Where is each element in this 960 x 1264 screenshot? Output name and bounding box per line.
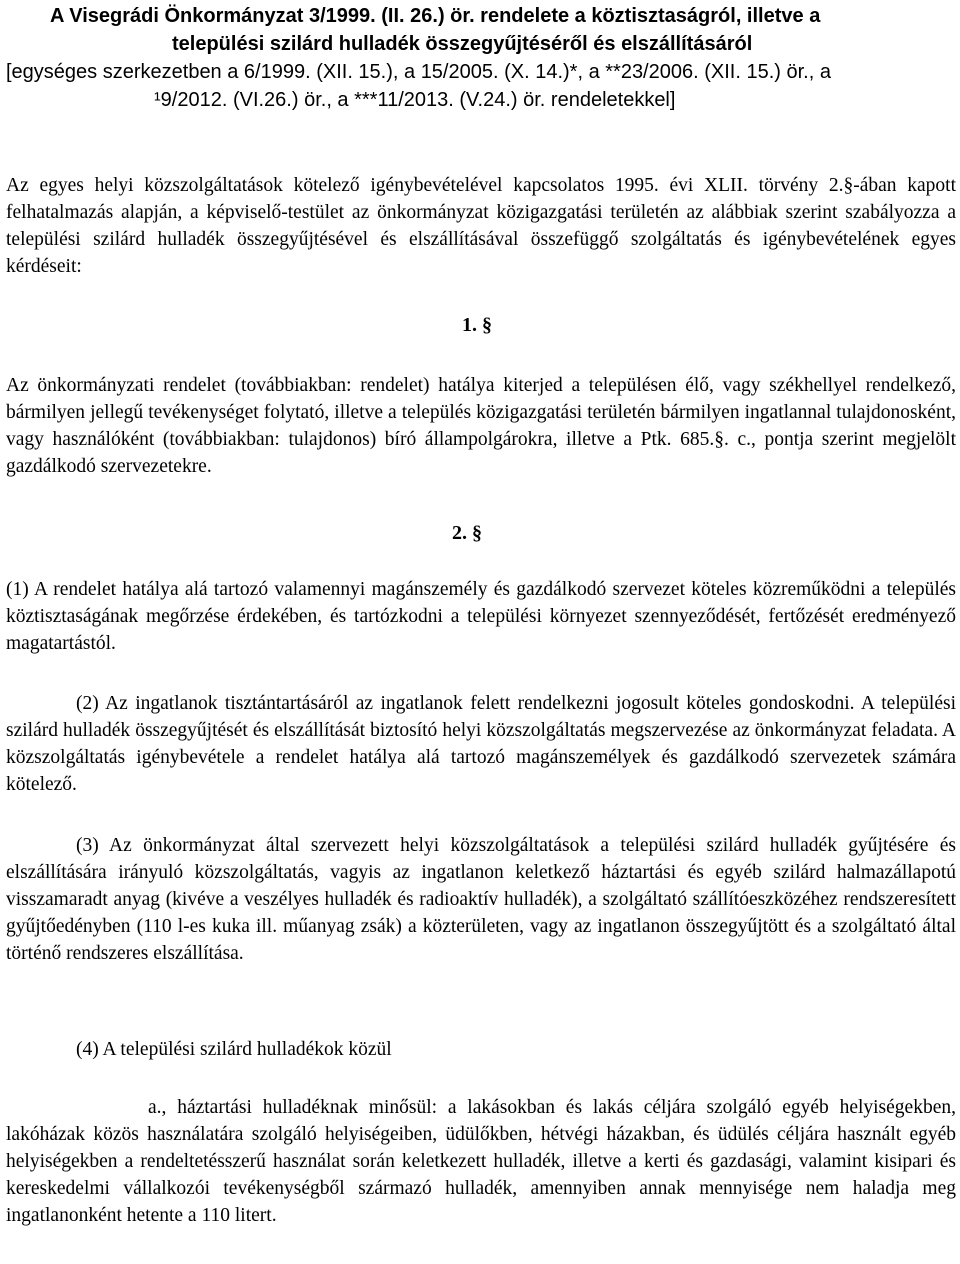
preamble-paragraph: Az egyes helyi közszolgáltatások kötelező igénybevételével kapcsolatos 1995. évi XLII. törvény 2.§-ában kapott felhatalmazás alapján, a képviselő-testület az önkormányzat közigazgatási területén az alábbiak szerint szabályozza a települési szilárd hulladék összegyűjtésével és elszállításával összefüggő szolgáltatás és igénybevételének egyes kérdéseit: xyxy=(6,175,956,277)
preamble-block xyxy=(6,172,956,280)
document-title xyxy=(6,2,956,114)
section-2-paragraph-3: (3) Az önkormányzat által szervezett helyi közszolgáltatások a települési szilárd hulladék gyűjtésére és elszállítására irányuló közszolgáltatás, vagyis az ingatlanon keletkező háztartási és egyéb szilárd halmazállapotú visszamaradt anyag (kivéve a veszélyes hulladék és radioaktív hulladék), a szolgáltató szállítóeszközéhez rendszeresített gyűjtőedényben (110 l-es kuka ill. műanyag zsák) a közterületen, vagy az ingatlanon összegyűjtött és a szolgáltató által történő rendszeres elszállítása. xyxy=(6,835,956,964)
section-2-p1-block xyxy=(6,576,956,657)
section-1-paragraph: Az önkormányzati rendelet (továbbiakban: rendelet) hatálya kiterjed a településen élő, vagy székhellyel rendelkező, bármilyen jellegű tevékenységet folytató, illetve a település közigazgatási területén bármilyen ingatlannal tulajdonosként, vagy használóként (továbbiakban: tulajdonos) bíró állampolgárokra, illetve a Ptk. 685.§. c., pontja szerint megjelölt gazdálkodó szervezetekre. xyxy=(6,375,956,477)
section-2-paragraph-2: (2) Az ingatlanok tisztántartásáról az ingatlanok felett rendelkezni jogosult köteles gondoskodni. A települési szilárd hulladék összegyűjtését és elszállítását biztosító helyi közszolgáltatás megszervezése az önkormányzat feladata. A közszolgáltatás igénybevétele a rendelet hatálya alá tartozó magánszemélyek és gazdálkodó szervezetek számára kötelező. xyxy=(6,693,956,795)
section-2-paragraph-4: (4) A települési szilárd hulladékok közül xyxy=(76,1039,392,1060)
section-1-block xyxy=(6,372,956,480)
title-line-2: települési szilárd hulladék összegyűjtéséről és elszállításáról xyxy=(172,33,753,55)
section-2-p2-block xyxy=(6,690,956,798)
section-2-heading: 2. § xyxy=(452,522,482,544)
section-2-p4a-block xyxy=(6,1094,956,1229)
title-line-4: ¹9/2012. (VI.26.) ör., a ***11/2013. (V.24.) ör. rendeletekkel] xyxy=(154,89,676,111)
section-1-heading: 1. § xyxy=(462,314,492,336)
title-line-1: A Visegrádi Önkormányzat 3/1999. (II. 26.) ör. rendelete a köztisztaságról, illetve a xyxy=(50,5,821,27)
section-2-paragraph-1: (1) A rendelet hatálya alá tartozó valamennyi magánszemély és gazdálkodó szervezet köteles közreműködni a település köztisztaságának megőrzése érdekében, és tartózkodni a települési környezet szennyeződését, fertőzését eredményező magatartástól. xyxy=(6,579,956,654)
title-line-3: [egységes szerkezetben a 6/1999. (XII. 15.), a 15/2005. (X. 14.)*, a **23/2006. (XII. 15.) ör., a xyxy=(6,61,831,83)
section-2-p4-block xyxy=(6,1036,956,1063)
section-2-p3-block xyxy=(6,832,956,967)
section-2-paragraph-4a: a., háztartási hulladéknak minősül: a lakásokban és lakás céljára szolgáló egyéb helyiségekben, lakóházak közös használatára szolgáló helyiségeiben, üdülőkben, hétvégi házakban, és üdülés céljára használt egyéb helyiségekben a rendeltetésszerű használat során keletkezett hulladék, illetve a kerti és gazdasági, valamint kisipari és kereskedelmi vállalkozói tevékenységből származó hulladék, amennyiben annak mennyisége nem haladja meg ingatlanonként hetente a 110 litert. xyxy=(6,1097,956,1226)
